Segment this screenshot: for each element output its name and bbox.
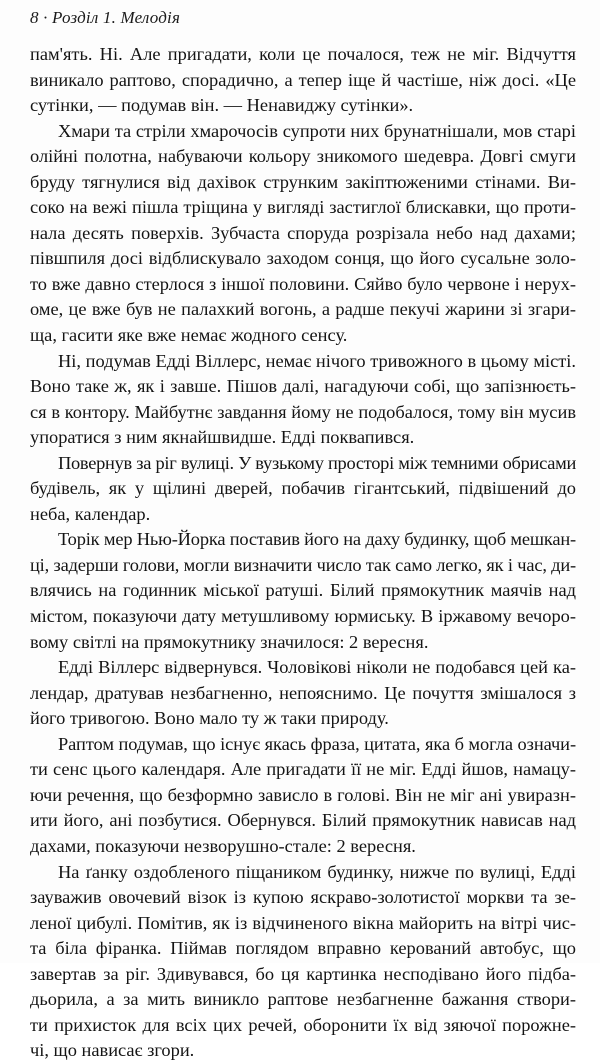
text-line: ючи речення, що безформно зависло в голові. Він не міг ані увиразн- — [30, 784, 576, 805]
text-line: зауважив овочевий візок із купою яскраво-золотистої моркви та зе- — [30, 887, 576, 908]
text-line: та біла фіранка. Піймав поглядом вправно керований автобус, що — [30, 938, 576, 959]
text-line: леної цибулі. Помітив, як із відчиненого вікна майорить на вітрі чис- — [30, 912, 576, 933]
text-line: олійні полотна, набуваючи кольору зникомого шедевра. Довгі смуги — [30, 146, 576, 167]
running-head: 8 · Розділ 1. Мелодія — [30, 8, 181, 27]
text-line: Воно таке ж, як і завше. Пішов далі, нагадуючи собі, що запізнюєть- — [30, 376, 576, 397]
text-line: Торік мер Нью-Йорка поставив його на даху будинку, щоб мешкан- — [58, 529, 576, 550]
text-line: ити його, ані позбутися. Обернувся. Білий прямокутник нависав над — [30, 810, 576, 831]
text-line: Раптом подумав, що існує якась фраза, цитата, яка б могла означи- — [58, 733, 576, 754]
text-line: Ні, подумав Едді Віллерс, немає нічого тривожного в цьому місті. — [58, 350, 576, 371]
text-line: пам'ять. Ні. Але пригадати, коли це почалося, теж не міг. Відчуття — [30, 44, 576, 64]
text-line: ся в контору. Майбутнє завдання йому не подобалося, тому він мусив — [30, 401, 576, 422]
text-line: нала десять поверхів. Зубчаста споруда розрізала небо над дахами; — [30, 222, 576, 243]
text-line: упоратися з ним якнайшвидше. Едді поквапився. — [30, 427, 415, 448]
text-line: Повернув за ріг вулиці. У вузькому просторі між темними обрисами — [58, 452, 576, 473]
text-line: На ґанку оздобленого піщаником будинку, нижче по вулиці, Едді — [58, 861, 576, 882]
body-text — [30, 42, 576, 1064]
text-line: оме, це вже був не палахкий вогонь, а радше пекучі жарини зі згари- — [30, 299, 576, 320]
text-line: Едді Віллерс відвернувся. Чоловікові ніколи не подобався цей ка- — [58, 657, 576, 678]
text-line: бруду тягнулися від дахівок струнким закіптюженими стінами. Ви- — [30, 171, 576, 192]
text-line: містом, показуючи дату метушливому юрмиську. В іржавому вечоро- — [30, 606, 576, 627]
text-line: чі, що нависає згори. — [30, 1040, 195, 1061]
text-line: влячись на годинник міської ратуші. Білий прямокутник маячів над — [30, 580, 576, 601]
text-line: лендар, дратував незбагненно, непояснимо. Це почуття змішалося з — [30, 682, 576, 703]
text-line: вому світлі на прямокутнику значилося: 2 вересня. — [30, 631, 429, 652]
text-line: виникало раптово, спорадично, а тепер іще й частіше, ніж досі. «Це — [30, 69, 576, 90]
text-line: неба, календар. — [30, 503, 151, 524]
text-line: ці, задерши голови, могли визначити число так само легко, як і час, ди- — [30, 554, 576, 575]
text-line: Хмари та стріли хмарочосів супроти них брунатнішали, мов старі — [58, 120, 576, 141]
text-line: то вже давно стерлося з іншої половини. Сяйво було червоне і нерух- — [30, 273, 576, 294]
text-line: ти сенс цього календаря. Але пригадати її не міг. Едді йшов, намацу- — [30, 759, 576, 780]
text-line: соко на вежі пішла тріщина у вигляді застиглої блискавки, що проти- — [30, 197, 576, 218]
text-line: півшпиля досі відблискувало заходом сонця, що його сусальне золо- — [30, 248, 576, 269]
text-line: сутінки, — подумав він. — Ненавиджу сутінки». — [30, 95, 414, 116]
text-line: ти прихисток для всіх цих речей, оборонити їх від зяючої порожне- — [30, 1014, 576, 1035]
text-line: його тривогою. Воно мало ту ж таки природу. — [30, 708, 389, 729]
text-line: дьорила, а за мить виникло раптове незбагненне бажання створи- — [30, 989, 576, 1010]
text-line: завертав за ріг. Здивувався, бо ця картинка несподівано його підба- — [30, 963, 576, 984]
text-line: ща, гасити яке вже немає жодного сенсу. — [30, 325, 348, 346]
text-line: будівель, як у щілині дверей, побачив гігантський, підвішений до — [30, 478, 576, 499]
text-line: дахами, показуючи незворушно-стале: 2 вересня. — [30, 835, 416, 856]
